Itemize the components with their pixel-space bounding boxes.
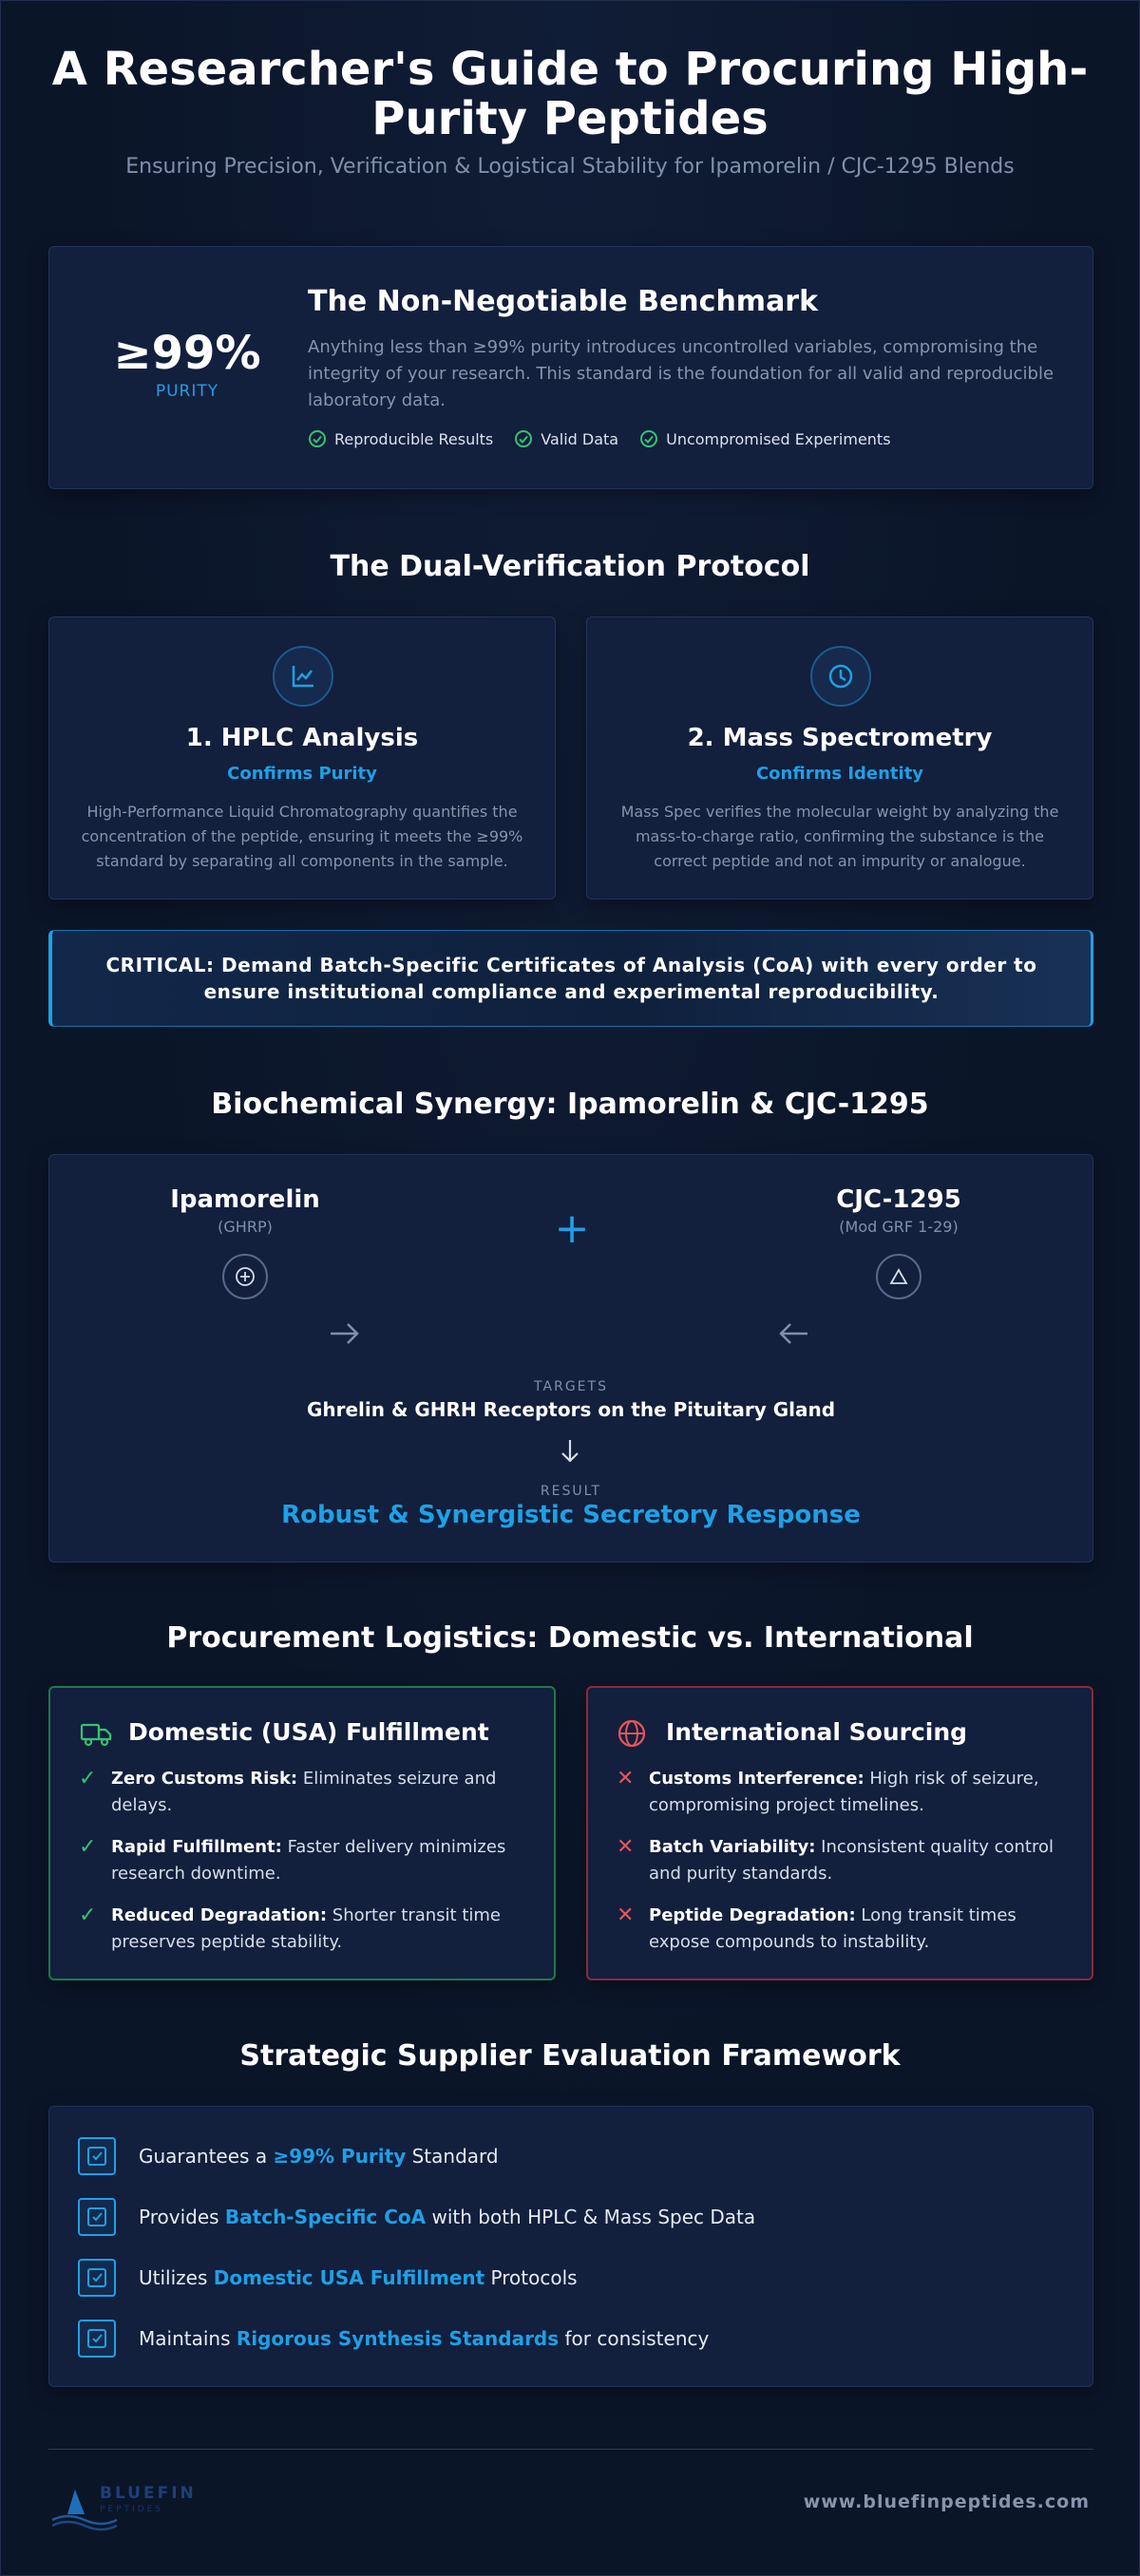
check-icon: ✓ <box>79 1767 97 1790</box>
verification-title: The Dual-Verification Protocol <box>330 550 810 583</box>
international-heading: International Sourcing <box>666 1718 968 1746</box>
arrow-down-icon <box>553 1434 587 1468</box>
check-item <box>639 429 890 448</box>
mass-spec-card <box>586 616 1093 900</box>
list-item: ✓ Rapid Fulfillment: Faster delivery minimizes research downtime. <box>79 1834 525 1887</box>
x-icon: ✕ <box>617 1904 635 1927</box>
list-item: ✓ Zero Customs Risk: Eliminates seizure and delays. <box>79 1766 525 1819</box>
targets-value: Ghrelin & GHRH Receptors on the Pituitary Gland <box>306 1398 836 1421</box>
page-subtitle: Ensuring Precision, Verification & Logistical Stability for Ipamorelin / CJC-1295 Blends <box>125 155 1015 179</box>
check-label: Valid Data <box>541 429 619 448</box>
purity-value: ≥99% <box>113 327 261 380</box>
international-card <box>586 1686 1093 1980</box>
cjc-tag: (Mod GRF 1-29) <box>839 1218 959 1236</box>
framework-row: Maintains Rigorous Synthesis Standards for consistency <box>78 2320 709 2358</box>
list-item: ✓ Reduced Degradation: Shorter transit time preserves peptide stability. <box>79 1903 525 1956</box>
check-circle-icon <box>308 429 327 448</box>
list-item: ✕ Peptide Degradation: Long transit times expose compounds to instability. <box>617 1903 1063 1956</box>
checkbox-icon <box>78 2198 116 2236</box>
hplc-heading: 1. HPLC Analysis <box>185 724 419 752</box>
domestic-card <box>48 1686 556 1980</box>
framework-title: Strategic Supplier Evaluation Framework <box>239 2039 901 2073</box>
synergy-card <box>48 1154 1093 1563</box>
check-label: Uncompromised Experiments <box>666 429 891 448</box>
plus-circle-icon <box>222 1254 268 1299</box>
ipamorelin-name: Ipamorelin <box>170 1185 320 1214</box>
framework-card <box>48 2106 1093 2387</box>
check-icon: ✓ <box>79 1835 97 1859</box>
mass-spec-sub: Confirms Identity <box>755 764 924 784</box>
result-label: RESULT <box>540 1484 602 1499</box>
arrow-right-icon <box>325 1315 363 1353</box>
hplc-card <box>48 616 556 900</box>
brand-logo <box>48 2480 200 2533</box>
check-circle-icon <box>639 429 658 448</box>
list-item: ✕ Customs Interference: High risk of seizure, compromising project timelines. <box>617 1766 1063 1819</box>
domestic-heading: Domestic (USA) Fulfillment <box>128 1718 489 1746</box>
benchmark-heading: The Non-Negotiable Benchmark <box>308 285 819 318</box>
check-item <box>514 429 618 448</box>
benchmark-checks <box>308 429 891 448</box>
targets-label: TARGETS <box>534 1379 608 1394</box>
ipamorelin-tag: (GHRP) <box>218 1218 273 1236</box>
benchmark-card <box>48 246 1093 489</box>
truck-icon <box>79 1718 113 1749</box>
synergy-title: Biochemical Synergy: Ipamorelin & CJC-1295 <box>211 1088 929 1121</box>
result-value: Robust & Synergistic Secretory Response <box>281 1501 861 1529</box>
clock-icon <box>810 646 871 707</box>
mass-spec-body: Mass Spec verifies the molecular weight by analyzing the mass-to-charge ratio, confirming the substance is the correct peptide and not an impurity or analogue. <box>620 803 1059 870</box>
checkbox-icon <box>78 2259 116 2297</box>
x-icon: ✕ <box>617 1835 635 1859</box>
page-title: A Researcher's Guide to Procuring High-Purity Peptides <box>51 43 1089 145</box>
checkbox-icon <box>78 2320 116 2358</box>
footer-divider <box>48 2449 1093 2450</box>
checkbox-icon <box>78 2137 116 2175</box>
check-circle-icon <box>514 429 533 448</box>
international-list <box>617 1766 1063 1971</box>
mass-spec-heading: 2. Mass Spectrometry <box>687 724 993 752</box>
cjc-name: CJC-1295 <box>836 1185 961 1214</box>
framework-row: Utilizes Domestic USA Fulfillment Protocols <box>78 2259 578 2297</box>
chart-icon <box>273 646 333 707</box>
x-icon: ✕ <box>617 1767 635 1790</box>
check-item <box>308 429 493 448</box>
domestic-list <box>79 1766 525 1971</box>
framework-row: Provides Batch-Specific CoA with both HPLC & Mass Spec Data <box>78 2198 755 2236</box>
hplc-sub: Confirms Purity <box>227 764 377 784</box>
logo-text: BLUEFIN <box>100 2484 197 2503</box>
globe-icon <box>617 1718 651 1749</box>
logo-sub: PEPTIDES <box>100 2505 164 2514</box>
check-label: Reproducible Results <box>334 429 494 448</box>
plus-symbol: + <box>554 1204 590 1253</box>
framework-row: Guarantees a ≥99% Purity Standard <box>78 2137 499 2175</box>
website-link[interactable]: www.bluefinpeptides.com <box>803 2491 1090 2512</box>
benchmark-body: Anything less than ≥99% purity introduces uncontrolled variables, compromising the integrity of your research. This standard is the foundation for all valid and reproducible laboratory data. <box>308 337 1054 410</box>
list-item: ✕ Batch Variability: Inconsistent quality control and purity standards. <box>617 1834 1063 1887</box>
arrow-left-icon <box>775 1315 813 1353</box>
purity-label: PURITY <box>155 382 219 401</box>
critical-callout: CRITICAL: Demand Batch-Specific Certificates of Analysis (CoA) with every order to ensure institutional compliance and experimental reproducibility. <box>48 930 1093 1027</box>
logistics-title: Procurement Logistics: Domestic vs. International <box>166 1621 974 1655</box>
check-icon: ✓ <box>79 1904 97 1927</box>
hplc-body: High-Performance Liquid Chromatography quantifies the concentration of the peptide, ensuring it meets the ≥99% standard by separating all components in the sample. <box>81 803 523 870</box>
triangle-icon <box>876 1254 922 1299</box>
